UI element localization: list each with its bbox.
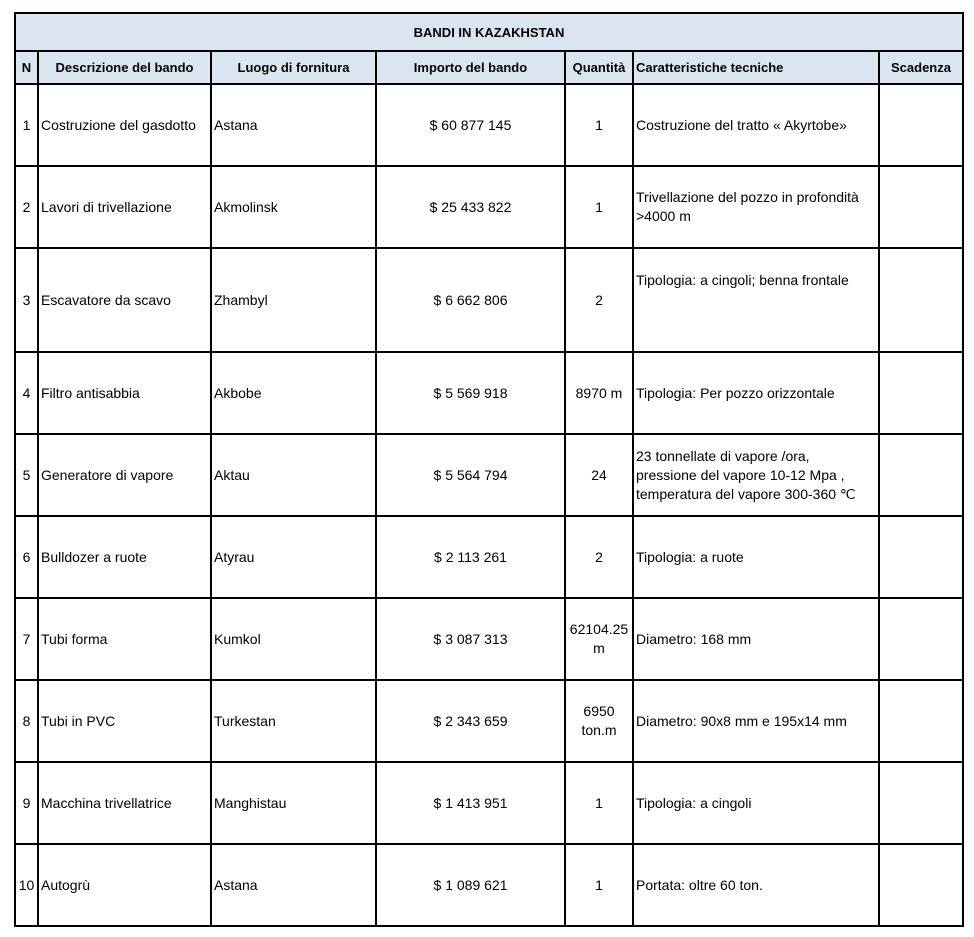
- header-deadline: Scadenza: [879, 51, 963, 84]
- cell-location: Astana: [211, 84, 376, 166]
- table-row: [15, 434, 963, 516]
- cell-quantity: 62104.25 m: [565, 598, 633, 680]
- cell-amount: $ 5 564 794: [376, 434, 565, 516]
- cell-description: Autogrù: [38, 844, 211, 926]
- cell-deadline: [879, 434, 963, 516]
- bandi-table: [14, 12, 964, 927]
- cell-deadline: [879, 844, 963, 926]
- cell-deadline: [879, 680, 963, 762]
- header-quantity: Quantità: [565, 51, 633, 84]
- cell-n: 3: [15, 248, 38, 352]
- cell-location: Kumkol: [211, 598, 376, 680]
- cell-technical: Tipologia: a cingoli; benna frontale: [633, 248, 879, 352]
- cell-quantity: 24: [565, 434, 633, 516]
- cell-description: Filtro antisabbia: [38, 352, 211, 434]
- table-row: [15, 248, 963, 352]
- table-row: [15, 844, 963, 926]
- header-n: N: [15, 51, 38, 84]
- cell-quantity: 2: [565, 248, 633, 352]
- header-row: [15, 51, 963, 84]
- cell-location: Aktau: [211, 434, 376, 516]
- table-row: [15, 680, 963, 762]
- cell-amount: $ 1 089 621: [376, 844, 565, 926]
- cell-deadline: [879, 166, 963, 248]
- cell-deadline: [879, 762, 963, 844]
- table-title: BANDI IN KAZAKHSTAN: [15, 13, 963, 51]
- cell-n: 2: [15, 166, 38, 248]
- header-description: Descrizione del bando: [38, 51, 211, 84]
- cell-technical: Tipologia: a ruote: [633, 516, 879, 598]
- cell-description: Macchina trivellatrice: [38, 762, 211, 844]
- cell-quantity: 2: [565, 516, 633, 598]
- cell-location: Akmolinsk: [211, 166, 376, 248]
- cell-location: Astana: [211, 844, 376, 926]
- cell-n: 5: [15, 434, 38, 516]
- cell-amount: $ 2 343 659: [376, 680, 565, 762]
- cell-n: 1: [15, 84, 38, 166]
- cell-amount: $ 2 113 261: [376, 516, 565, 598]
- table-row: [15, 352, 963, 434]
- cell-n: 10: [15, 844, 38, 926]
- bandi-table-sheet: [14, 12, 964, 927]
- cell-n: 8: [15, 680, 38, 762]
- cell-quantity: 1: [565, 762, 633, 844]
- cell-description: Lavori di trivellazione: [38, 166, 211, 248]
- cell-description: Escavatore da scavo: [38, 248, 211, 352]
- cell-technical: Diametro: 90x8 mm e 195x14 mm: [633, 680, 879, 762]
- cell-technical: Costruzione del tratto « Akyrtobe»: [633, 84, 879, 166]
- cell-quantity: 1: [565, 844, 633, 926]
- cell-location: Turkestan: [211, 680, 376, 762]
- cell-location: Akbobe: [211, 352, 376, 434]
- cell-description: Generatore di vapore: [38, 434, 211, 516]
- cell-technical: Portata: oltre 60 ton.: [633, 844, 879, 926]
- cell-amount: $ 3 087 313: [376, 598, 565, 680]
- cell-location: Atyrau: [211, 516, 376, 598]
- cell-n: 9: [15, 762, 38, 844]
- cell-location: Manghistau: [211, 762, 376, 844]
- cell-description: Bulldozer a ruote: [38, 516, 211, 598]
- cell-amount: $ 5 569 918: [376, 352, 565, 434]
- cell-technical: Diametro: 168 mm: [633, 598, 879, 680]
- cell-technical: Tipologia: Per pozzo orizzontale: [633, 352, 879, 434]
- table-row: [15, 166, 963, 248]
- cell-quantity: 8970 m: [565, 352, 633, 434]
- cell-amount: $ 1 413 951: [376, 762, 565, 844]
- cell-description: Tubi forma: [38, 598, 211, 680]
- cell-n: 4: [15, 352, 38, 434]
- cell-amount: $ 6 662 806: [376, 248, 565, 352]
- cell-n: 6: [15, 516, 38, 598]
- cell-description: Tubi in PVC: [38, 680, 211, 762]
- table-row: [15, 516, 963, 598]
- cell-deadline: [879, 84, 963, 166]
- cell-location: Zhambyl: [211, 248, 376, 352]
- cell-technical: Tipologia: a cingoli: [633, 762, 879, 844]
- table-row: [15, 84, 963, 166]
- cell-amount: $ 25 433 822: [376, 166, 565, 248]
- cell-deadline: [879, 598, 963, 680]
- cell-deadline: [879, 248, 963, 352]
- cell-n: 7: [15, 598, 38, 680]
- table-row: [15, 598, 963, 680]
- cell-amount: $ 60 877 145: [376, 84, 565, 166]
- cell-description: Costruzione del gasdotto: [38, 84, 211, 166]
- cell-quantity: 6950 ton.m: [565, 680, 633, 762]
- cell-deadline: [879, 352, 963, 434]
- header-location: Luogo di fornitura: [211, 51, 376, 84]
- table-row: [15, 762, 963, 844]
- cell-quantity: 1: [565, 166, 633, 248]
- header-technical: Caratteristiche tecniche: [633, 51, 879, 84]
- cell-technical: Trivellazione del pozzo in profondità >4000 m: [633, 166, 879, 248]
- header-amount: Importo del bando: [376, 51, 565, 84]
- cell-quantity: 1: [565, 84, 633, 166]
- cell-technical: 23 tonnellate di vapore /ora, pressione del vapore 10-12 Mpa , temperatura del vapore 300-360 ℃: [633, 434, 879, 516]
- cell-deadline: [879, 516, 963, 598]
